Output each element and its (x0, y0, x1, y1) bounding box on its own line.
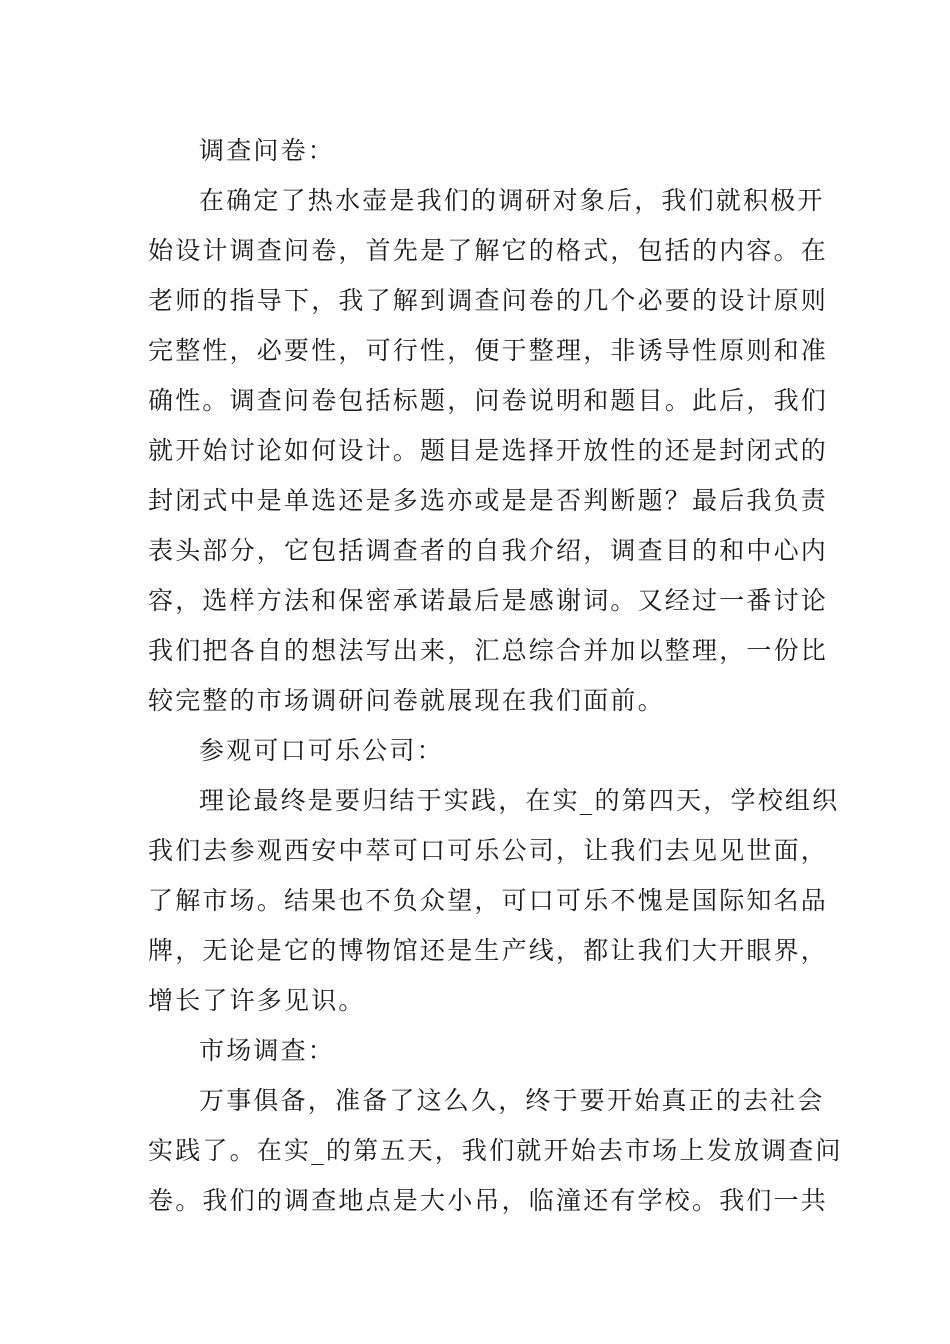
section-heading-questionnaire: 调查问卷： (199, 136, 336, 165)
section-heading-coca-cola-visit: 参观可口可乐公司： (199, 736, 444, 765)
paragraph-line: 牌，无论是它的博物馆还是生产线，都让我们大开眼界， (148, 936, 829, 965)
paragraph-line: 始设计调查问卷，首先是了解它的格式，包括的内容。在 (148, 236, 829, 265)
paragraph-line: 在确定了热水壶是我们的调研对象后，我们就积极开 (199, 186, 825, 215)
paragraph-line: 实践了。在实_的第五天，我们就开始去市场上发放调查问 (148, 1136, 843, 1165)
paragraph-line: 就开始讨论如何设计。题目是选择开放性的还是封闭式的 (148, 436, 829, 465)
paragraph-line: 我们去参观西安中萃可口可乐公司，让我们去见见世面， (148, 836, 829, 865)
paragraph-line: 较完整的市场调研问卷就展现在我们面前。 (148, 686, 665, 715)
paragraph-line: 卷。我们的调查地点是大小吊，临潼还有学校。我们一共 (148, 1186, 829, 1215)
paragraph-line: 我们把各自的想法写出来，汇总综合并加以整理，一份比 (148, 636, 829, 665)
paragraph-line: 万事俱备，准备了这么久，终于要开始真正的去社会 (199, 1086, 825, 1115)
paragraph-line: 理论最终是要归结于实践，在实_的第四天，学校组织 (199, 786, 840, 815)
document-body (148, 126, 843, 1226)
section-heading-market-survey: 市场调查： (199, 1036, 336, 1065)
paragraph-line: 增长了许多见识。 (148, 986, 366, 1015)
paragraph-line: 了解市场。结果也不负众望，可口可乐不愧是国际知名品 (148, 886, 829, 915)
paragraph-line: 表头部分，它包括调查者的自我介绍，调查目的和中心内 (148, 536, 829, 565)
paragraph-line: 确性。调查问卷包括标题，问卷说明和题目。此后，我们 (148, 386, 829, 415)
paragraph-line: 封闭式中是单选还是多选亦或是是否判断题？最后我负责 (148, 486, 829, 515)
paragraph-line: 容，选样方法和保密承诺最后是感谢词。又经过一番讨论 (148, 586, 829, 615)
paragraph-line: 老师的指导下，我了解到调查问卷的几个必要的设计原则 (148, 286, 829, 315)
paragraph-line: 完整性，必要性，可行性，便于整理，非诱导性原则和准 (148, 336, 829, 365)
